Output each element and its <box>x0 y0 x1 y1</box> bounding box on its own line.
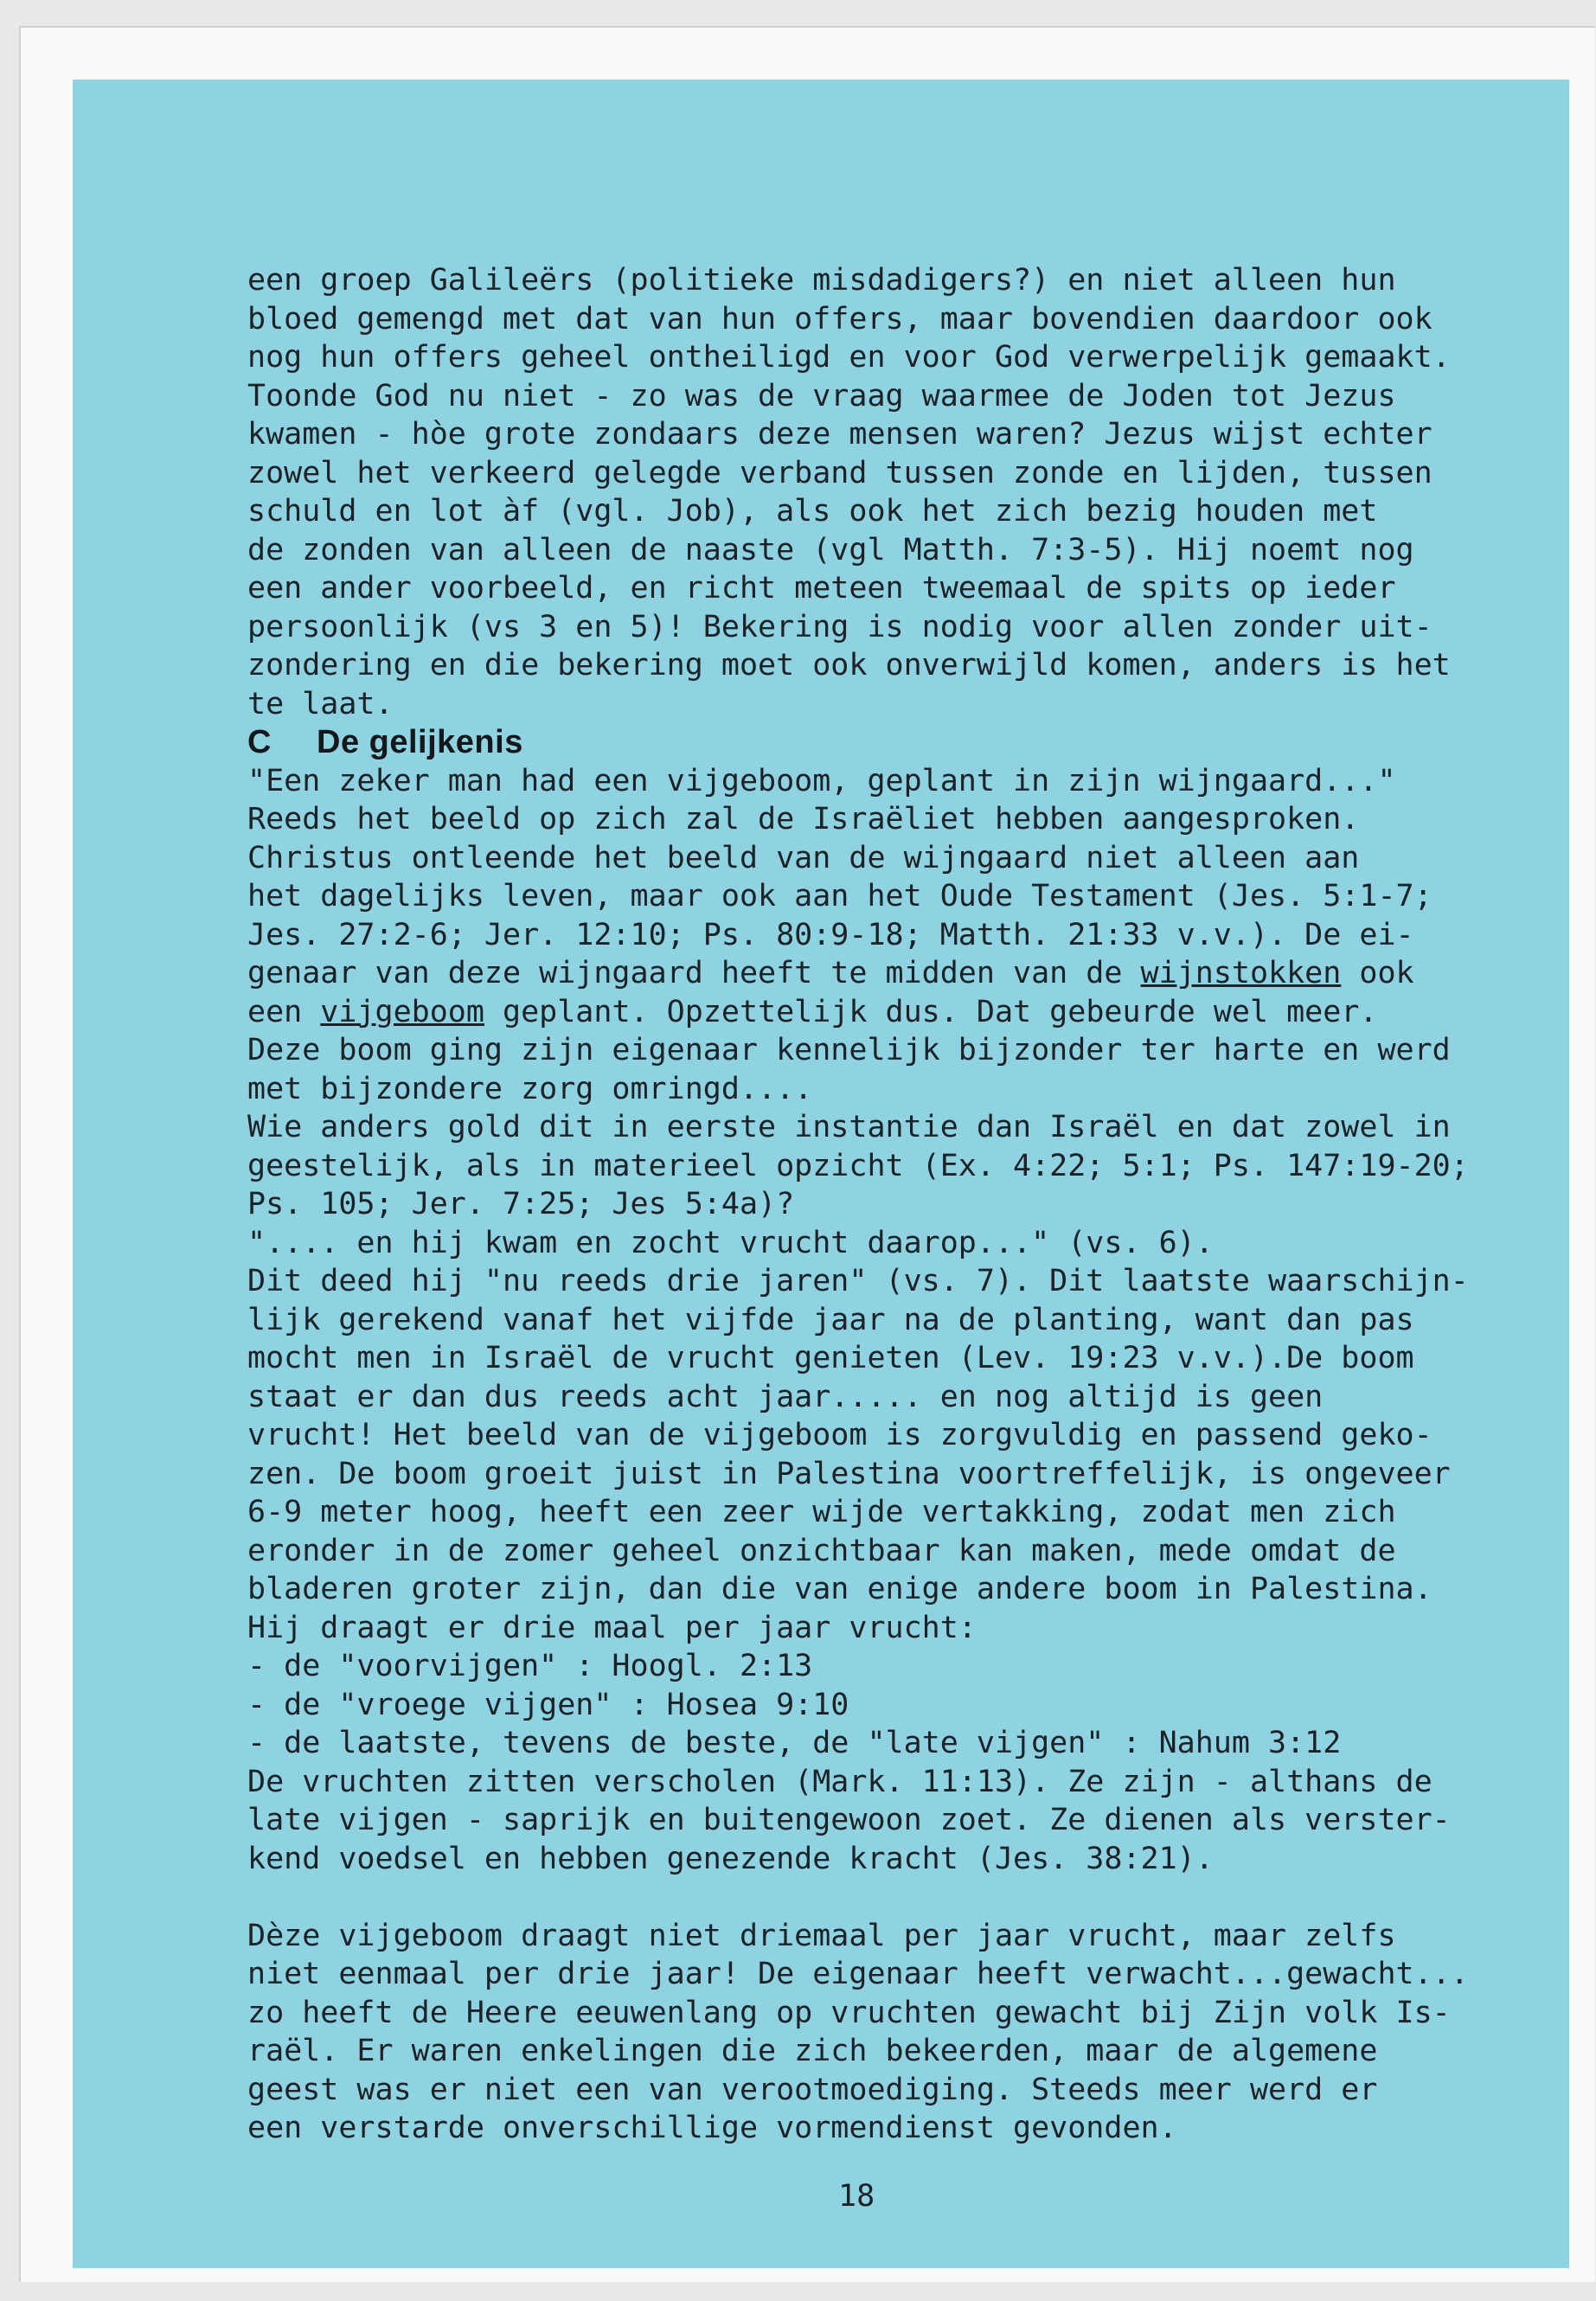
text-line: zen. De boom groeit juist in Palestina voortreffelijk, is ongeveer <box>247 1456 1451 1491</box>
text-line: bloed gemengd met dat van hun offers, maar bovendien daardoor ook <box>247 301 1433 336</box>
text-line: geestelijk, als in materieel opzicht (Ex. 4:22; 5:1; Ps. 147:19-20; <box>247 1148 1469 1183</box>
text-line: niet eenmaal per drie jaar! De eigenaar heeft verwacht...gewacht... <box>247 1957 1469 1991</box>
text-line: Wie anders gold dit in eerste instantie dan Israël en dat zowel in <box>247 1110 1451 1144</box>
section-heading <box>247 723 1596 762</box>
text-line: bladeren groter zijn, dan die van enige andere boom in Palestina. <box>247 1572 1433 1606</box>
text-fragment: geplant. Opzettelijk dus. Dat gebeurde wel meer. <box>484 994 1378 1029</box>
text-fragment: genaar van deze wijngaard heeft te midden van de <box>247 956 1141 990</box>
text-line: Reeds het beeld op zich zal de Israëliet hebben aangesproken. <box>247 802 1360 836</box>
text-line: mocht men in Israël de vrucht genieten (Lev. 19:23 v.v.).De boom <box>247 1341 1414 1375</box>
text-line: - de laatste, tevens de beste, de "late vijgen" : Nahum 3:12 <box>247 1726 1342 1760</box>
text-line: raël. Er waren enkelingen die zich bekeerden, maar de algemene <box>247 2034 1378 2068</box>
text-line: 6-9 meter hoog, heeft een zeer wijde vertakking, zodat men zich <box>247 1495 1396 1529</box>
text-line: kend voedsel en hebben genezende kracht (Jes. 38:21). <box>247 1841 1214 1876</box>
section-letter: C <box>247 724 272 760</box>
text-line: "Een zeker man had een vijgeboom, geplant in zijn wijngaard..." <box>247 763 1396 798</box>
underlined-word-vijgeboom: vijgeboom <box>320 994 484 1029</box>
text-line: De vruchten zitten verscholen (Mark. 11:13). Ze zijn - althans de <box>247 1764 1433 1799</box>
text-line-vijgeboom <box>247 993 1596 1032</box>
text-line: zowel het verkeerd gelegde verband tussen zonde en lijden, tussen <box>247 455 1433 490</box>
text-line: een ander voorbeeld, en richt meteen tweemaal de spits op ieder <box>247 571 1396 606</box>
text-line: kwamen - hòe grote zondaars deze mensen waren? Jezus wijst echter <box>247 417 1433 452</box>
text-line: Hij draagt er drie maal per jaar vrucht: <box>247 1610 977 1645</box>
page-number: 18 <box>838 2179 875 2214</box>
text-column <box>247 261 1596 2148</box>
text-line: nog hun offers geheel ontheiligd en voor God verwerpelijk gemaakt. <box>247 340 1451 375</box>
text-line: eronder in de zomer geheel onzichtbaar kan maken, mede omdat de <box>247 1533 1396 1568</box>
text-line: zo heeft de Heere eeuwenlang op vruchten gewacht bij Zijn volk Is- <box>247 1995 1451 2030</box>
text-fragment: ook <box>1341 956 1414 990</box>
text-line: ".... en hij kwam en zocht vrucht daarop..." (vs. 6). <box>247 1225 1214 1260</box>
text-line: geest was er niet een van verootmoediging. Steeds meer werd er <box>247 2072 1378 2107</box>
text-line: een verstarde onverschillige vormendienst gevonden. <box>247 2111 1177 2145</box>
text-line: zondering en die bekering moet ook onverwijld komen, anders is het <box>247 648 1451 683</box>
text-line: - de "voorvijgen" : Hoogl. 2:13 <box>247 1649 813 1683</box>
section-title: De gelijkenis <box>317 724 523 760</box>
paragraph-intro <box>247 261 1596 723</box>
text-line: Dit deed hij "nu reeds drie jaren" (vs. 7). Dit laatste waarschijn- <box>247 1264 1469 1298</box>
text-line: de zonden van alleen de naaste (vgl Matth. 7:3-5). Hij noemt nog <box>247 532 1414 567</box>
paper-sheet <box>19 26 1595 2282</box>
text-line: lijk gerekend vanaf het vijfde jaar na de planting, want dan pas <box>247 1302 1414 1337</box>
text-line: een groep Galileërs (politieke misdadigers?) en niet alleen hun <box>247 263 1396 298</box>
text-line: late vijgen - saprijk en buitengewoon zoet. Ze dienen als verster- <box>247 1803 1451 1837</box>
text-line: schuld en lot àf (vgl. Job), als ook het zich bezig houden met <box>247 494 1378 529</box>
paragraph-gelijkenis-continued <box>247 1031 1596 1878</box>
text-line: persoonlijk (vs 3 en 5)! Bekering is nodig voor allen zonder uit- <box>247 609 1433 644</box>
text-line-wijnstokken <box>247 954 1596 993</box>
text-fragment: een <box>247 994 321 1029</box>
paragraph-gap <box>247 1878 1596 1917</box>
text-line: Christus ontleende het beeld van de wijngaard niet alleen aan <box>247 840 1360 875</box>
text-line: Deze boom ging zijn eigenaar kennelijk bijzonder ter harte en werd <box>247 1033 1451 1067</box>
text-line: te laat. <box>247 686 394 721</box>
text-line: Jes. 27:2-6; Jer. 12:10; Ps. 80:9-18; Matth. 21:33 v.v.). De ei- <box>247 917 1414 952</box>
text-line: het dagelijks leven, maar ook aan het Oude Testament (Jes. 5:1-7; <box>247 879 1433 913</box>
text-line: staat er dan dus reeds acht jaar..... en nog altijd is geen <box>247 1379 1324 1414</box>
paragraph-gelijkenis-start <box>247 762 1596 955</box>
underlined-word-wijnstokken: wijnstokken <box>1140 956 1342 990</box>
text-line: Dèze vijgeboom draagt niet driemaal per jaar vrucht, maar zelfs <box>247 1918 1396 1953</box>
text-line: met bijzondere zorg omringd.... <box>247 1071 813 1106</box>
text-line: vrucht! Het beeld van de vijgeboom is zorgvuldig en passend geko- <box>247 1418 1433 1452</box>
text-line: Ps. 105; Jer. 7:25; Jes 5:4a)? <box>247 1187 795 1221</box>
text-line: Toonde God nu niet - zo was de vraag waarmee de Joden tot Jezus <box>247 378 1396 413</box>
paragraph-conclusion <box>247 1917 1596 2148</box>
text-line: - de "vroege vijgen" : Hosea 9:10 <box>247 1687 849 1722</box>
page-body <box>73 80 1569 2268</box>
